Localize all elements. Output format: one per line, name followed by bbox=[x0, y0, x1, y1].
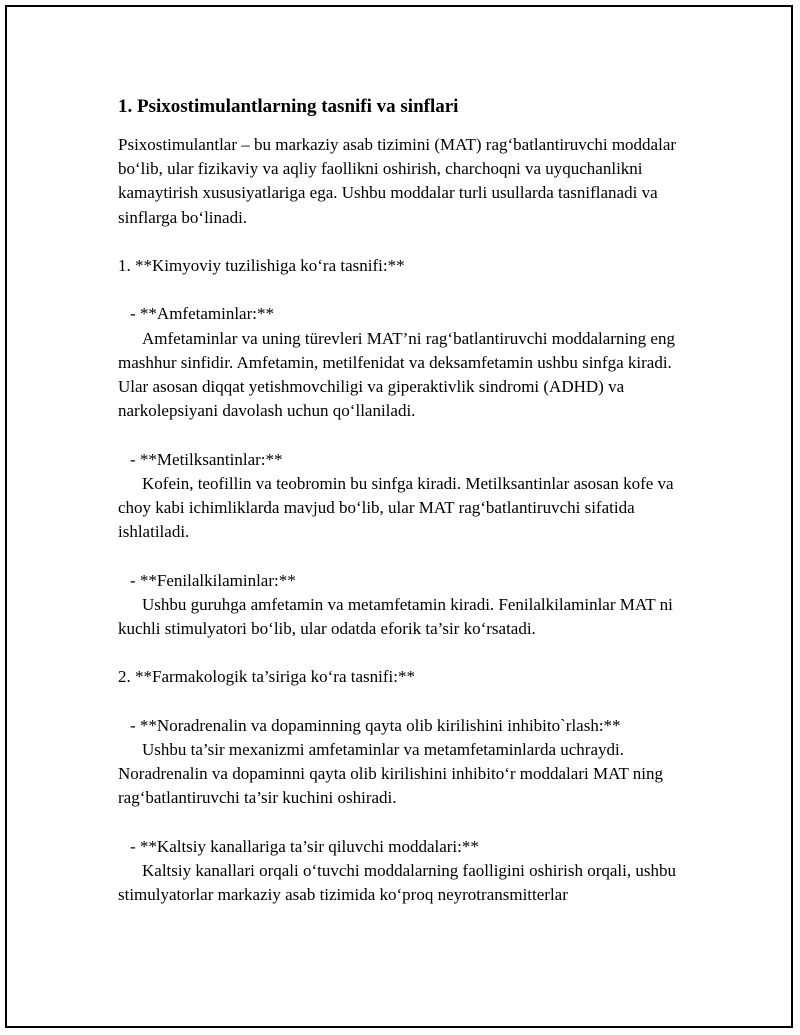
item-fenilalkilaminlar-text: Ushbu guruhga amfetamin va metamfetamin kiradi. Fenilalkilaminlar MAT ni kuchli stimulyatori bo‘lib, ular odatda eforik ta’sir ko‘rsatadi. bbox=[118, 594, 673, 638]
item-amfetaminlar-label: - **Amfetaminlar:** bbox=[130, 304, 274, 324]
section1-title: 1. **Kimyoviy tuzilishiga ko‘ra tasnifi:** bbox=[118, 256, 405, 275]
item-fenilalkilaminlar-label: - **Fenilalkilaminlar:** bbox=[130, 570, 296, 590]
item-kaltsiy-text: Kaltsiy kanallari orqali o‘tuvchi moddalarning faolligini oshirish orqali, ushbu stimulyatorlar markaziy asab tizimida ko‘proq neyrotransmitterlar bbox=[118, 860, 676, 905]
item-noradrenalin-text: Ushbu ta’sir mexanizmi amfetaminlar va metamfetaminlarda uchraydi. Noradrenalin va dopaminni qayta olib kirilishini inhibito‘r moddalari MAT ning rag‘batlantiruvchi ta’sir kuchini oshiradi. bbox=[118, 739, 664, 808]
item-noradrenalin-label: - **Noradrenalin va dopaminning qayta olib kirilishini inhibito`rlash:** bbox=[130, 715, 621, 735]
item-kaltsiy-label: - **Kaltsiy kanallariga ta’sir qiluvchi moddalari:** bbox=[130, 836, 479, 856]
item-amfetaminlar-text: Amfetaminlar va uning türevleri MAT’ni rag‘batlantiruvchi moddalarning eng mashhur sinfidir. Amfetamin, metilfenidat va deksamfetamin ushbu sinfga kiradi. Ular asosan diqqat yetishmovchiligi va giperaktivlik sindromi (ADHD) va narkolepsiyani davolash uchun qo‘llaniladi. bbox=[118, 328, 675, 421]
item-metilksantinlar-label: - **Metilksantinlar:** bbox=[130, 449, 283, 469]
document-body bbox=[118, 95, 693, 907]
intro-paragraph: Psixostimulantlar – bu markaziy asab tizimini (MAT) rag‘batlantiruvchi moddalar bo‘lib, ular fizikaviy va aqliy faollikni oshirish, charchoqni va uyquchanlikni kamaytirish xususiyatlariga ega. Ushbu moddalar turli usullarda tasniflanadi va sinflarga bo‘linadi. bbox=[118, 135, 677, 227]
item-metilksantinlar-text: Kofein, teofillin va teobromin bu sinfga kiradi. Metilksantinlar asosan kofe va choy kabi ichimliklarda mavjud bo‘lib, ular MAT rag‘batlantiruvchi sifatida ishlatiladi. bbox=[118, 473, 674, 542]
section2-title: 2. **Farmakologik ta’siriga ko‘ra tasnifi:** bbox=[118, 667, 415, 687]
section-heading: 1. Psixostimulantlarning tasnifi va sinflari bbox=[118, 96, 459, 117]
